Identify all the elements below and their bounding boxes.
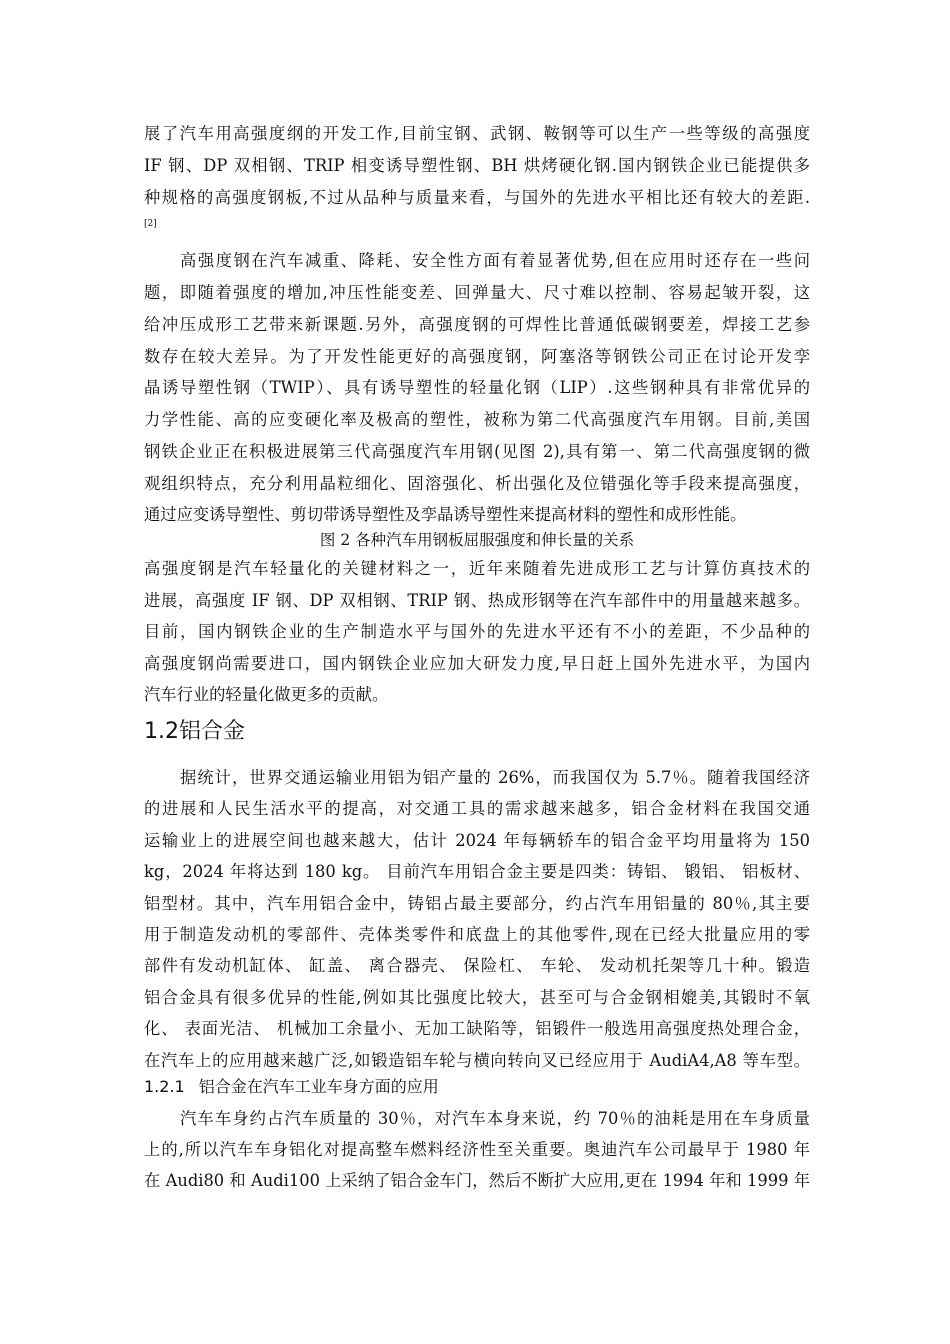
subsection-heading (144, 1077, 439, 1097)
section-heading: 1.2铝合金 (144, 719, 245, 744)
text-line: 在汽车上的应用越来越广泛,如锻造铝车轮与横向转向叉已经应用于 AudiA4,A8 等车型。 (144, 1051, 810, 1070)
text-line: 高强度钢在汽车减重、降耗、安全性方面有着显著优势,但在应用时还存在一些问 (180, 251, 810, 270)
subsection-number: 1.2.1 (144, 1077, 185, 1096)
text-line: 汽车行业的轻量化做更多的贡献。 (144, 685, 389, 704)
text-line: 力学性能、高的应变硬化率及极高的塑性，被称为第二代高强度汽车用钢。目前,美国 (144, 410, 810, 429)
text-line: 上的,所以汽车车身铝化对提高整车燃料经济性至关重要。奥迪汽车公司最早于 1980 年 (144, 1140, 810, 1159)
text-line: 的进展和人民生活水平的提高，对交通工具的需求越来越多，铝合金材料在我国交通 (144, 799, 810, 818)
text-line: 通过应变诱导塑性、剪切带诱导塑性及孪晶诱导塑性来提高材料的塑性和成形性能。 (144, 505, 747, 524)
text-line: 化、 表面光洁、 机械加工余量小、无加工缺陷等，铝锻件一般选用高强度热处理合金， (144, 1019, 810, 1038)
subsection-title: 铝合金在汽车工业车身方面的应用 (198, 1077, 439, 1096)
text-line: 题，即随着强度的增加,冲压性能变差、回弹量大、尺寸难以控制、容易起皱开裂，这 (144, 283, 810, 302)
text-line: 用于制造发动机的零部件、壳体类零件和底盘上的其他零件,现在已经大批量应用的零 (144, 925, 810, 944)
figure-caption: 图 2 各种汽车用钢板屈服强度和伸长量的关系 (319, 531, 635, 549)
text-line: 汽车车身约占汽车质量的 30％，对汽车本身来说，约 70％的油耗是用在车身质量 (180, 1109, 810, 1128)
text-line: 铝合金具有很多优异的性能,例如其比强度比较大，甚至可与合金钢相媲美,其锻时不氧 (144, 988, 810, 1007)
text-line: 数存在较大差异。为了开发性能更好的高强度钢，阿塞洛等钢铁公司正在讨论开发孪 (144, 347, 810, 366)
text-line: 进展，高强度 IF 钢、DP 双相钢、TRIP 钢、热成形钢等在汽车部件中的用量越来越多。 (144, 591, 810, 610)
text-line: 钢铁企业正在积极进展第三代高强度汽车用钢(见图 2),具有第一、第二代高强度钢的微 (144, 442, 810, 461)
text-line: 据统计，世界交通运输业用铝为铝产量的 26%，而我国仅为 5.7％。随着我国经济 (180, 768, 810, 787)
text-line: 铝型材。其中，汽车用铝合金中，铸铝占最主要部分，约占汽车用铝量的 80％,其主要 (144, 894, 810, 913)
text-line: IF 钢、DP 双相钢、TRIP 相变诱导塑性钢、BH 烘烤硬化钢.国内钢铁企业已能提供多 (144, 156, 810, 175)
text-line: kg，2024 年将达到 180 kg。 目前汽车用铝合金主要是四类：铸铝、 锻铝、 铝板材、 (144, 862, 810, 881)
text-line: 部件有发动机缸体、 缸盖、 离合器壳、 保险杠、 车轮、 发动机托架等几十种。锻造 (144, 956, 810, 975)
text-line: 观组织特点，充分利用晶粒细化、固溶强化、析出强化及位错强化等手段来提高强度， (144, 474, 810, 493)
text-line: 高强度钢是汽车轻量化的关键材料之一，近年来随着先进成形工艺与计算仿真技术的 (144, 559, 810, 578)
text-line: 种规格的高强度钢板,不过从品种与质量来看，与国外的先进水平相比还有较大的差距. (144, 188, 810, 207)
text-line: 展了汽车用高强度纲的开发工作,目前宝钢、武钢、鞍钢等可以生产一些等级的高强度 (144, 124, 810, 143)
text-line: 给冲压成形工艺带来新课题.另外，高强度钢的可焊性比普通低碳钢要差，焊接工艺参 (144, 315, 810, 334)
text-line: 运输业上的进展空间也越来越大，估计 2024 年每辆轿车的铝合金平均用量将为 150 (144, 831, 810, 850)
text-line: 目前，国内钢铁企业的生产制造水平与国外的先进水平还有不小的差距，不少品种的 (144, 622, 810, 641)
text-line: 在 Audi80 和 Audi100 上采纳了铝合金车门，然后不断扩大应用,更在 1994 年和 1999 年 (144, 1171, 810, 1190)
citation-marker: [2] (144, 219, 157, 229)
text-line: 晶诱导塑性钢（TWIP）、具有诱导塑性的轻量化钢（LIP）.这些钢种具有非常优异的 (144, 378, 810, 397)
text-line: 高强度钢尚需要进口，国内钢铁企业应加大研发力度,早日赶上国外先进水平，为国内 (144, 654, 810, 673)
